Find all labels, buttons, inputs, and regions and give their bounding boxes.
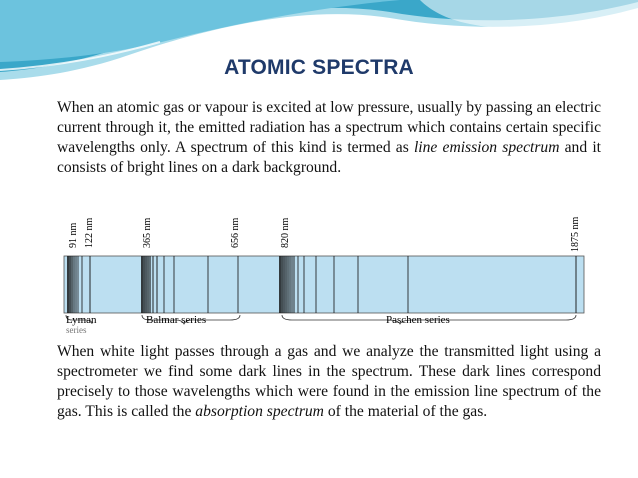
wavelength-label-365nm: 365 nm [142,217,153,248]
absorption-paragraph [57,342,601,422]
absorption-term: absorption spectrum [195,403,324,420]
series-label-balmar: Balmar series [146,314,207,326]
wavelength-label-122nm: 122 nm [84,217,95,248]
wavelength-label-91nm: 91 nm [68,222,79,248]
emission-text-outro: and it consists of bright lines on a dark background. [57,139,601,176]
absorption-text-outro: of the material of the gas. [323,403,488,420]
series-label-lyman: Lyman series [66,314,97,334]
emission-paragraph [57,98,601,178]
emission-text-intro: When an atomic gas or vapour is excited at low pressure, usually by passing an electric current through it, the emitted radiation has a spectrum which contains certain specific wavelengths only. A spectrum of this kind is termed as [57,99,601,156]
wavelength-label-656nm: 656 nm [230,217,241,248]
hydrogen-spectrum-diagram [58,212,588,334]
wavelength-label-820nm: 820 nm [280,217,291,248]
series-label-paschen: Paschen series [386,314,450,326]
wavelength-label-1875nm: 1875 nm [570,216,581,252]
absorption-text-intro: When white light passes through a gas and we analyze the transmitted light using a spectrometer we find some dark lines in the spectrum. These dark lines correspond precisely to those wavelengths which were found in the emission line spectrum of the gas. This is called the [57,343,601,420]
emission-term: line emission spectrum [413,139,560,156]
slide-title: ATOMIC SPECTRA [224,56,414,79]
